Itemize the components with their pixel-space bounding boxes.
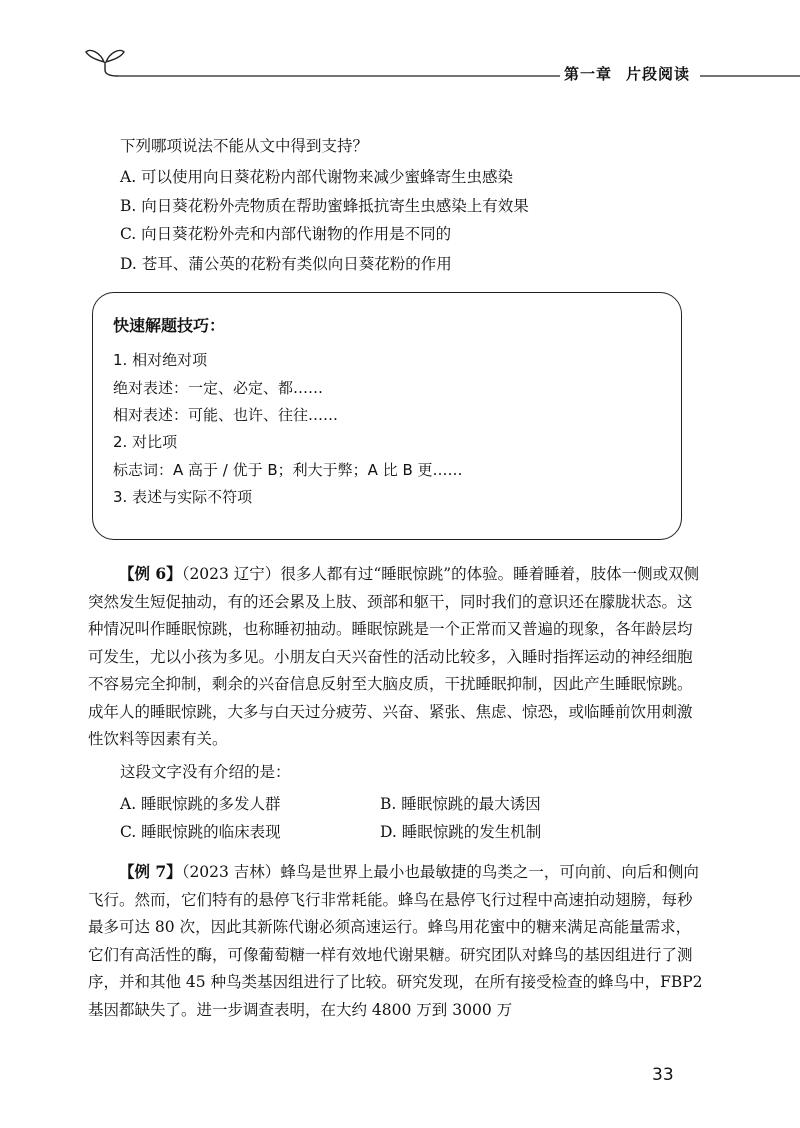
tips-line: 绝对表述：一定、必定、都…… (113, 379, 324, 397)
chapter-heading (560, 63, 694, 84)
chapter-label: 第一章 (564, 65, 613, 83)
example-6-option-c: C. 睡眠惊跳的临床表现 (120, 823, 281, 841)
example-7-tag: 【例 7】 (119, 862, 182, 881)
tips-box (92, 292, 682, 540)
tips-line: 2. 对比项 (113, 433, 178, 451)
example-7-source: （2023 吉林） (181, 863, 281, 881)
question-option-b: B. 向日葵花粉外壳物质在帮助蜜蜂抵抗寄生虫感染上有效果 (120, 197, 529, 215)
example-6-option-b: B. 睡眠惊跳的最大诱因 (380, 795, 541, 813)
tips-line: 相对表述：可能、也许、往往…… (113, 406, 339, 424)
example-7-text: 蜂鸟是世界上最小也最敏捷的鸟类之一，可向前、向后和侧向飞行。然而，它们特有的悬停飞行非常耗能。蜂鸟在悬停飞行过程中高速拍动翅膀，每秒最多可达 80 次，因此其新陈代谢必须高速运行。蜂鸟用花蜜中的糖来满足高能量需求，它们有高活性的酶，可像葡萄糖一样有效地代谢果糖。研究团队对蜂鸟的基因组进行了测序，并和其他 45 种鸟类基因组进行了比较。研究发现，在所有接受检查的蜂鸟中，FBP2 基因都缺失了。进一步调查表明，在大约 4800 万到 3000 万 (88, 863, 703, 1019)
tips-line: 3. 表述与实际不符项 (113, 488, 253, 506)
page-header (0, 0, 800, 110)
sprout-icon (86, 50, 124, 76)
example-6-passage (88, 560, 703, 754)
example-6-option-a: A. 睡眠惊跳的多发人群 (120, 795, 281, 813)
example-6-tag: 【例 6】 (119, 564, 182, 583)
example-6-source: （2023 辽宁） (181, 565, 281, 583)
question-option-a: A. 可以使用向日葵花粉内部代谢物来减少蜜蜂寄生虫感染 (120, 168, 514, 186)
question-option-c: C. 向日葵花粉外壳和内部代谢物的作用是不同的 (120, 225, 452, 243)
tips-line: 标志词：A 高于 / 优于 B；利大于弊；A 比 B 更…… (113, 461, 463, 479)
tips-line: 1. 相对绝对项 (113, 351, 208, 369)
question-option-d: D. 苍耳、蒲公英的花粉有类似向日葵花粉的作用 (120, 255, 452, 273)
section-label: 片段阅读 (626, 65, 691, 83)
example-6-text: 很多人都有过“睡眠惊跳”的体验。睡着睡着，肢体一侧或双侧突然发生短促抽动，有的还会累及上肢、颈部和躯干，同时我们的意识还在朦胧状态。这种情况叫作睡眠惊跳，也称睡初抽动。睡眠惊跳是一个正常而又普遍的现象，各年龄层均可发生，尤以小孩为多见。小朋友白天兴奋性的活动比较多，入睡时指挥运动的神经细胞不容易完全抑制，剩余的兴奋信息反射至大脑皮质，干扰睡眠抑制，因此产生睡眠惊跳。成年人的睡眠惊跳，大多与白天过分疲劳、兴奋、紧张、焦虑、惊恐，或临睡前饮用刺激性饮料等因素有关。 (88, 565, 700, 748)
page-number: 33 (652, 1065, 674, 1085)
example-6-option-d: D. 睡眠惊跳的发生机制 (380, 823, 542, 841)
question-prompt: 下列哪项说法不能从文中得到支持？ (120, 137, 369, 155)
example-7-passage (88, 858, 703, 1024)
header-decoration (0, 0, 800, 110)
tips-title: 快速解题技巧： (113, 316, 226, 335)
example-6-prompt: 这段文字没有介绍的是： (120, 763, 291, 781)
